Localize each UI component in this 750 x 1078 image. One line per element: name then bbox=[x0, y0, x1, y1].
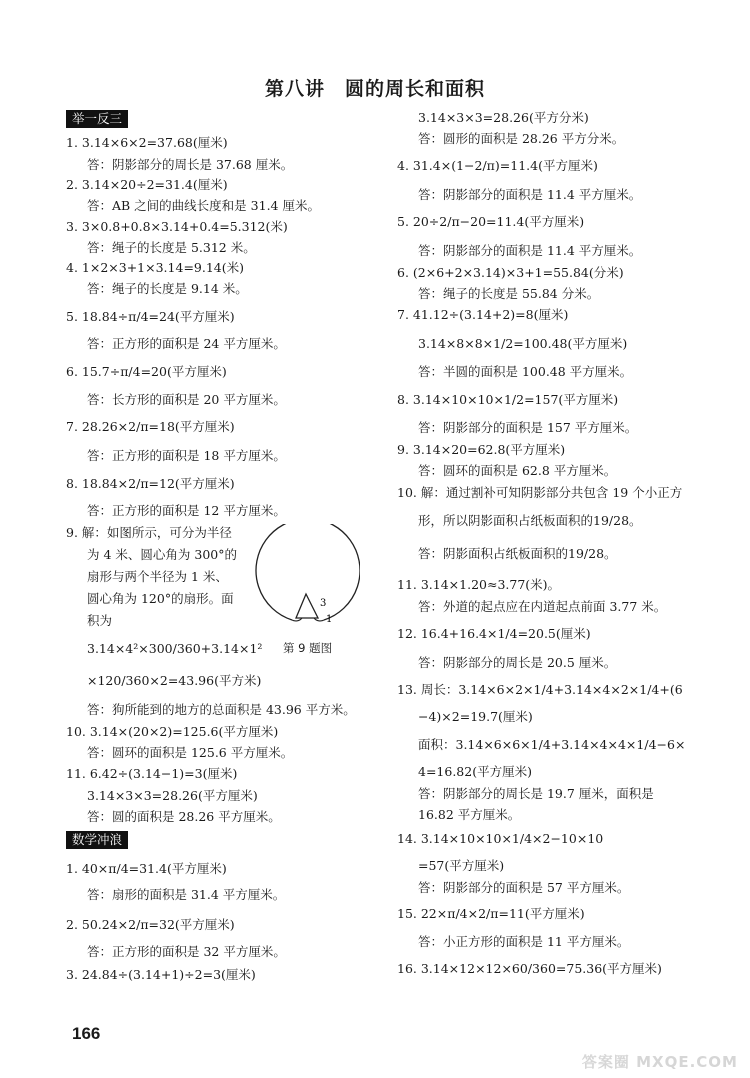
answer-line: 答：正方形的面积是 24 平方厘米。 bbox=[87, 336, 286, 351]
answer-line: 答：正方形的面积是 18 平方厘米。 bbox=[87, 448, 286, 463]
answer-line: 答：外道的起点应在内道起点前面 3.77 米。 bbox=[418, 599, 667, 614]
answer-line: 13. 周长：3.14×6×2×1/4+3.14×4×2×1/4+(6 bbox=[397, 682, 683, 697]
watermark: 答案圈 MXQE.COM bbox=[581, 1053, 738, 1071]
answer-line: 3.14×4²×300/360+3.14×1² bbox=[87, 641, 263, 656]
answer-line: 3.14×8×8×1/2=100.48(平方厘米) bbox=[418, 336, 628, 351]
answer-line: 答：狗所能到的地方的总面积是 43.96 平方米。 bbox=[87, 702, 356, 717]
figure-label-3: 3 bbox=[320, 598, 327, 609]
answer-line: 16.82 平方厘米。 bbox=[418, 807, 521, 822]
answer-line: 3. 3×0.8+0.8×3.14+0.4=5.312(米) bbox=[66, 219, 288, 234]
figure-label-1: 1 bbox=[326, 614, 333, 625]
answer-line: 7. 28.26×2/π=18(平方厘米) bbox=[66, 419, 235, 434]
figure-caption: 第 9 题图 bbox=[283, 641, 333, 655]
answer-line: 答：绳子的长度是 5.312 米。 bbox=[87, 240, 256, 255]
answer-line: 3. 24.84÷(3.14+1)÷2=3(厘米) bbox=[66, 967, 256, 982]
answer-line: 答：长方形的面积是 20 平方厘米。 bbox=[87, 392, 286, 407]
answer-line: 4. 1×2×3+1×3.14=9.14(米) bbox=[66, 260, 244, 275]
answer-line: 16. 3.14×12×12×60/360=75.36(平方厘米) bbox=[397, 961, 662, 976]
answer-line: 答：AB 之间的曲线长度和是 31.4 厘米。 bbox=[87, 198, 320, 213]
answer-line: 答：小正方形的面积是 11 平方厘米。 bbox=[418, 934, 630, 949]
answer-line: 答：圆环的面积是 125.6 平方厘米。 bbox=[87, 745, 294, 760]
answer-line: 答：正方形的面积是 12 平方厘米。 bbox=[87, 503, 286, 518]
page-number: 166 bbox=[72, 1024, 101, 1043]
answer-line: 形，所以阴影面积占纸板面积的19/28。 bbox=[418, 513, 642, 528]
answer-line: 答：阴影部分的周长是 20.5 厘米。 bbox=[418, 655, 617, 670]
answer-line: 6. (2×6+2×3.14)×3+1=55.84(分米) bbox=[397, 265, 624, 280]
answer-line: 答：阴影部分的周长是 19.7 厘米，面积是 bbox=[418, 786, 654, 801]
section-label-1: 举一反三 bbox=[66, 110, 128, 128]
answer-line: 答：圆的面积是 28.26 平方厘米。 bbox=[87, 809, 281, 824]
answer-line: 答：绳子的长度是 55.84 分米。 bbox=[418, 286, 600, 301]
answer-line: 答：正方形的面积是 32 平方厘米。 bbox=[87, 944, 286, 959]
answer-line: −4)×2=19.7(厘米) bbox=[418, 709, 533, 724]
answer-line: 10. 3.14×(20×2)=125.6(平方厘米) bbox=[66, 724, 279, 739]
answer-line: 6. 15.7÷π/4=20(平方厘米) bbox=[66, 364, 227, 379]
answer-line: 圆心角为 120°的扇形。面 bbox=[87, 591, 234, 606]
answer-line: 答：圆环的面积是 62.8 平方厘米。 bbox=[418, 463, 617, 478]
answer-line: 14. 3.14×10×10×1/4×2−10×10 bbox=[397, 831, 604, 846]
answer-line: 5. 20÷2/π−20=11.4(平方厘米) bbox=[397, 214, 585, 229]
answer-line: 1. 3.14×6×2=37.68(厘米) bbox=[66, 135, 228, 150]
answer-line: 5. 18.84÷π/4=24(平方厘米) bbox=[66, 309, 235, 324]
answer-line: 答：阴影面积占纸板面积的19/28。 bbox=[418, 546, 617, 561]
answer-line: 答：半圆的面积是 100.48 平方厘米。 bbox=[418, 364, 633, 379]
answer-line: 答：阴影部分的面积是 157 平方厘米。 bbox=[418, 420, 638, 435]
page-title: 第八讲 圆的周长和面积 bbox=[264, 78, 485, 100]
answer-line: 面积：3.14×6×6×1/4+3.14×4×4×1/4−6× bbox=[418, 737, 686, 752]
answer-line: 扇形与两个半径为 1 米、 bbox=[87, 569, 228, 584]
answer-line: 12. 16.4+16.4×1/4=20.5(厘米) bbox=[397, 626, 591, 641]
answer-line: 3.14×3×3=28.26(平方分米) bbox=[418, 110, 589, 125]
answer-line: 4. 31.4×(1−2/π)=11.4(平方厘米) bbox=[397, 158, 598, 173]
problem-9-figure bbox=[250, 524, 360, 639]
answer-line: 答：圆形的面积是 28.26 平方分米。 bbox=[418, 131, 625, 146]
answer-line: 2. 50.24×2/π=32(平方厘米) bbox=[66, 917, 235, 932]
section-label-2: 数学冲浪 bbox=[66, 831, 128, 849]
answer-line: 2. 3.14×20÷2=31.4(厘米) bbox=[66, 177, 228, 192]
answer-line: 为 4 米、圆心角为 300°的 bbox=[87, 547, 237, 562]
answer-line: 10. 解：通过割补可知阴影部分共包含 19 个小正方 bbox=[397, 485, 683, 500]
answer-line: 3.14×3×3=28.26(平方厘米) bbox=[87, 788, 258, 803]
answer-line: 答：绳子的长度是 9.14 米。 bbox=[87, 281, 248, 296]
answer-line: 1. 40×π/4=31.4(平方厘米) bbox=[66, 861, 227, 876]
answer-line: 答：阴影部分的面积是 57 平方厘米。 bbox=[418, 880, 630, 895]
answer-line: 积为 bbox=[87, 613, 113, 628]
answer-line: 8. 18.84×2/π=12(平方厘米) bbox=[66, 476, 235, 491]
answer-line: 答：阴影部分的周长是 37.68 厘米。 bbox=[87, 157, 294, 172]
answer-line: 11. 3.14×1.20≈3.77(米)。 bbox=[397, 577, 561, 592]
answer-line: 答：阴影部分的面积是 11.4 平方厘米。 bbox=[418, 187, 642, 202]
answer-line: =57(平方厘米) bbox=[418, 858, 505, 873]
answer-line: 11. 6.42÷(3.14−1)=3(厘米) bbox=[66, 766, 238, 781]
answer-line: 15. 22×π/4×2/π=11(平方厘米) bbox=[397, 906, 585, 921]
answer-line: 答：阴影部分的面积是 11.4 平方厘米。 bbox=[418, 243, 642, 258]
answer-line: 9. 3.14×20=62.8(平方厘米) bbox=[397, 442, 566, 457]
answer-line: 4=16.82(平方厘米) bbox=[418, 764, 532, 779]
answer-line: ×120/360×2=43.96(平方米) bbox=[87, 673, 262, 688]
answer-line: 9. 解：如图所示，可分为半径 bbox=[66, 525, 232, 540]
answer-line: 8. 3.14×10×10×1/2=157(平方厘米) bbox=[397, 392, 619, 407]
answer-line: 7. 41.12÷(3.14+2)=8(厘米) bbox=[397, 307, 569, 322]
answer-line: 答：扇形的面积是 31.4 平方厘米。 bbox=[87, 887, 286, 902]
